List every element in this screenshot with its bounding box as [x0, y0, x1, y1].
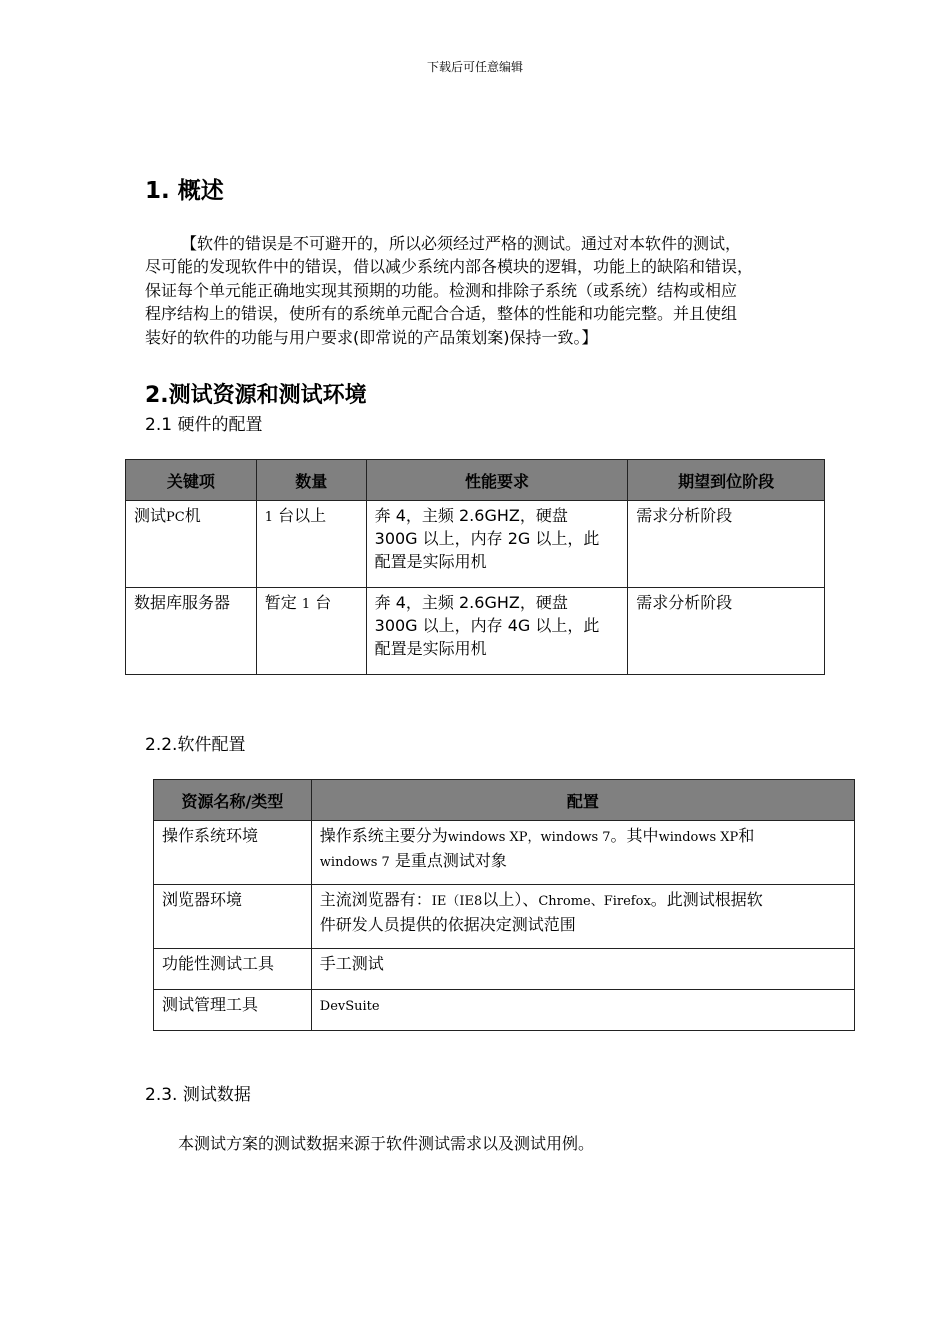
cell-text: 以上）、 — [482, 890, 539, 909]
stage-cell: 需求分析阶段 — [628, 501, 825, 588]
header-cell: 数量 — [256, 460, 366, 501]
overview-paragraph — [145, 232, 815, 349]
software-config-title: 2.2.软件配置 — [145, 735, 246, 755]
cell-text: 300G 以上，内存 4G 以上，此 — [374, 616, 600, 635]
config-cell: 手工测试 — [311, 949, 854, 990]
name-cell: 功能性测试工具 — [154, 949, 312, 990]
paragraph-line: 【软件的错误是不可避开的，所以必须经过严格的测试。通过对本软件的测试， — [181, 234, 742, 253]
config-cell — [311, 885, 854, 949]
name-cell: 操作系统环境 — [154, 821, 312, 885]
config-cell — [311, 821, 854, 885]
cell-text: Chrome、Firefox — [538, 894, 651, 909]
perf-cell — [366, 588, 628, 675]
cell-text: 和 — [738, 826, 755, 845]
cell-text: 是重点测试对象 — [394, 851, 507, 870]
cell-text: 机 — [184, 506, 201, 525]
paragraph-line: 尽可能的发现软件中的错误，借以减少系统内部各模块的逻辑，功能上的缺陷和错误， — [145, 257, 754, 277]
cell-text: IE（IE8 — [431, 894, 483, 909]
header-cell: 性能要求 — [366, 460, 628, 501]
item-cell — [126, 501, 257, 588]
section-1-title: 1. 概述 — [145, 178, 224, 204]
table-header-row — [126, 460, 825, 501]
software-table — [153, 779, 855, 1031]
section-2-title: 2.测试资源和测试环境 — [145, 383, 367, 408]
paragraph-line: 保证每个单元能正确地实现其预期的功能。检测和排除子系统（或系统）结构或相应 — [145, 280, 738, 300]
page-header-note: 下载后可任意编辑 — [426, 60, 523, 74]
paragraph-line: 程序结构上的错误，使所有的系统单元配合合适，整体的性能和功能完整。并且使组 — [145, 304, 738, 324]
cell-text: 件研发人员提供的依据决定测试范围 — [319, 915, 576, 934]
cell-text: 奔 4，主频 2.6GHZ，硬盘 — [374, 506, 568, 525]
perf-cell — [366, 501, 628, 588]
table-row — [154, 990, 855, 1031]
cell-text: windows XP — [658, 830, 739, 845]
table-row — [154, 821, 855, 885]
config-cell — [311, 990, 854, 1031]
cell-text: 1 — [264, 510, 274, 525]
table-row — [154, 949, 855, 990]
header-cell: 期望到位阶段 — [628, 460, 825, 501]
table-row — [126, 501, 825, 588]
header-cell: 资源名称/类型 — [154, 780, 312, 821]
paragraph-line: 装好的软件的功能与用户要求(即常说的产品策划案)保持一致。】 — [145, 327, 598, 347]
cell-text: PC — [166, 510, 185, 525]
cell-text: 1 — [301, 597, 311, 612]
cell-text: 300G 以上，内存 2G 以上，此 — [374, 529, 600, 548]
cell-text: 操作系统主要分为 — [319, 826, 448, 845]
qty-cell — [256, 588, 366, 675]
name-cell: 测试管理工具 — [154, 990, 312, 1031]
cell-text: DevSuite — [319, 999, 380, 1014]
stage-cell: 需求分析阶段 — [628, 588, 825, 675]
hardware-table — [125, 459, 825, 675]
table-row — [154, 885, 855, 949]
cell-text: 配置是实际用机 — [374, 639, 487, 658]
name-cell: 浏览器环境 — [154, 885, 312, 949]
cell-text: windows XP，windows 7 — [447, 830, 611, 845]
test-data-title: 2.3. 测试数据 — [145, 1085, 251, 1105]
cell-text: 主流浏览器有： — [319, 890, 432, 909]
hardware-config-title: 2.1 硬件的配置 — [145, 415, 263, 435]
cell-text: 配置是实际用机 — [374, 552, 487, 571]
header-cell: 配置 — [311, 780, 854, 821]
cell-text: 暂定 — [264, 593, 297, 612]
qty-cell — [256, 501, 366, 588]
cell-text: 。此测试根据软 — [650, 890, 763, 909]
header-cell: 关键项 — [126, 460, 257, 501]
test-data-text: 本测试方案的测试数据来源于软件测试需求以及测试用例。 — [178, 1134, 595, 1153]
cell-text: 台 — [315, 593, 332, 612]
cell-text: 台以上 — [278, 506, 327, 525]
cell-text: 。其中 — [610, 826, 659, 845]
cell-text: 测试 — [134, 506, 167, 525]
table-row — [126, 588, 825, 675]
table-header-row — [154, 780, 855, 821]
cell-text: 奔 4，主频 2.6GHZ，硬盘 — [374, 593, 568, 612]
item-cell: 数据库服务器 — [126, 588, 257, 675]
cell-text: windows 7 — [319, 855, 390, 870]
